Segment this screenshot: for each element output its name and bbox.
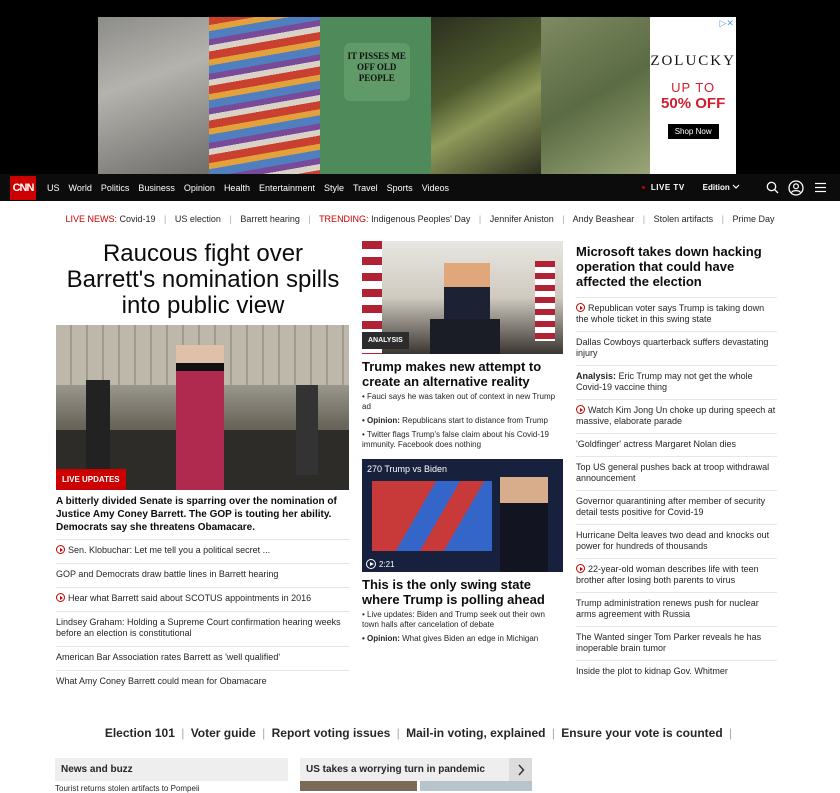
breaking-bar	[0, 214, 840, 224]
bullet-text: Republicans start to distance from Trump	[399, 416, 548, 425]
video-caption: 270 Trump vs Biden	[367, 464, 448, 474]
subnav-andy-beashear[interactable]: Andy Beashear	[572, 214, 635, 224]
bullet-link[interactable]: • Live updates: Biden and Trump seek out their own town halls after cancelation of debate	[362, 610, 545, 629]
mail-in-voting-link[interactable]: Mail-in voting, explained	[406, 726, 546, 740]
list-item[interactable]	[576, 456, 777, 490]
list-item-text: What Amy Coney Barrett could mean for Obamacare	[56, 676, 267, 686]
lead-headline[interactable]: Raucous fight over Barrett's nomination spills into public view	[66, 240, 340, 319]
center-column	[362, 241, 563, 648]
play-icon	[576, 564, 585, 573]
story-bullets	[362, 392, 563, 450]
lead-summary[interactable]: A bitterly divided Senate is sparring over the nomination of Justice Amy Coney Barrett. The GOP is touting her ability. Democrats say she threatens Obamacare.	[56, 496, 337, 533]
bullet-link[interactable]	[362, 634, 563, 644]
analysis-badge[interactable]: ANALYSIS	[362, 332, 409, 349]
analysis-label: Analysis:	[576, 371, 617, 381]
list-item[interactable]	[576, 365, 777, 399]
divider: |	[562, 214, 565, 224]
trending-link[interactable]: Indigenous Peoples' Day	[371, 214, 471, 224]
play-icon	[56, 593, 65, 602]
nav-item-world[interactable]: World	[68, 182, 92, 193]
divider: |	[229, 214, 232, 224]
ad-image-top[interactable]	[541, 17, 650, 174]
chevron-right-icon	[517, 764, 525, 776]
podium-graphic	[430, 319, 500, 354]
ad-up-to: UP TO	[671, 80, 716, 95]
advertisement[interactable]	[98, 17, 736, 174]
ad-banner-area	[0, 0, 840, 174]
ad-choices-icon[interactable]: ▷✕	[719, 18, 734, 28]
play-icon	[576, 303, 585, 312]
ad-sweatshirt-text: IT PISSES ME OFF OLD PEOPLE	[344, 43, 410, 101]
ad-image-socks[interactable]	[209, 17, 320, 174]
lead-column	[56, 241, 350, 694]
list-item-text: Republican voter says Trump is taking down the whole ticket in this swing state	[576, 303, 765, 324]
bullet-link[interactable]: • Twitter flags Trump's false claim about his Covid-19 immunity. Facebook does nothing	[362, 430, 549, 449]
divider: |	[551, 726, 555, 740]
divider: |	[262, 726, 266, 740]
list-item-text: Lindsey Graham: Holding a Supreme Court confirmation hearing weeks before an election is constitutional	[56, 617, 341, 638]
subnav-prime-day[interactable]: Prime Day	[732, 214, 775, 224]
nav-item-politics[interactable]: Politics	[100, 182, 130, 193]
headline-list	[576, 297, 777, 683]
trending-label: TRENDING:	[319, 214, 369, 224]
list-item-text: GOP and Democrats draw battle lines in Barrett hearing	[56, 569, 279, 579]
live-updates-badge[interactable]: LIVE UPDATES	[56, 469, 126, 490]
live-tv-label: LIVE TV	[650, 183, 685, 192]
anchor-figure	[500, 477, 548, 572]
right-column	[576, 244, 777, 683]
nav-items	[47, 183, 458, 193]
subnav-stolen-artifacts[interactable]: Stolen artifacts	[653, 214, 714, 224]
subnav-barrett-hearing[interactable]: Barrett hearing	[240, 214, 300, 224]
lead-image-barrett	[176, 345, 224, 490]
nav-item-health[interactable]: Health	[223, 182, 250, 193]
swing-state-video[interactable]	[362, 459, 563, 572]
play-icon	[576, 405, 585, 414]
divider: |	[308, 214, 311, 224]
account-icon[interactable]	[788, 180, 804, 196]
electoral-map-graphic	[372, 481, 492, 551]
list-item-text: Dallas Cowboys quarterback suffers devastating injury	[576, 337, 769, 358]
list-item[interactable]	[576, 626, 777, 660]
live-dot-icon	[642, 186, 645, 189]
nav-item-travel[interactable]: Travel	[353, 182, 378, 193]
nav-item-business[interactable]: Business	[138, 182, 175, 193]
bullet-text: What gives Biden an edge in Michigan	[399, 634, 539, 643]
list-item[interactable]	[56, 539, 350, 563]
pandemic-section-header: US takes a worrying turn in pandemic	[300, 758, 510, 781]
ad-shop-now-button[interactable]: Shop Now	[668, 124, 719, 139]
lead-related-list	[56, 539, 350, 694]
list-item-text: 22-year-old woman describes life with teen brother after losing both parents to virus	[576, 564, 759, 585]
news-and-buzz-header: News and buzz	[55, 758, 288, 781]
lead-image-figure	[86, 380, 110, 470]
list-item[interactable]	[576, 433, 777, 456]
story-bullets	[362, 610, 563, 644]
edition-label: Edition	[702, 183, 730, 192]
list-item-text: Top US general pushes back at troop withdrawal announcement	[576, 462, 770, 483]
list-item-text: Eric Trump may not get the whole Covid-19 vaccine thing	[576, 371, 753, 392]
cnn-logo[interactable]: CNN	[10, 176, 36, 200]
list-item-text: The Wanted singer Tom Parker reveals he has inoperable brain tumor	[576, 632, 762, 653]
list-item[interactable]	[56, 611, 350, 646]
list-item-text: Trump administration renews push for nuclear arms agreement with Russia	[576, 598, 759, 619]
list-item-text: Hear what Barrett said about SCOTUS appointments in 2016	[68, 593, 312, 603]
divider: |	[181, 726, 185, 740]
divider: |	[721, 214, 724, 224]
list-item[interactable]	[576, 297, 777, 331]
ad-image-shoes[interactable]	[431, 17, 542, 174]
ad-brand-name: ZOLUCKY	[650, 53, 736, 69]
lead-image-figure	[296, 385, 318, 475]
opinion-label: • Opinion:	[362, 416, 400, 425]
ensure-vote-counted-link[interactable]: Ensure your vote is counted	[561, 726, 723, 740]
list-item[interactable]	[576, 490, 777, 524]
divider: |	[729, 726, 733, 740]
subnav-jennifer-aniston[interactable]: Jennifer Aniston	[489, 214, 554, 224]
chevron-down-icon	[732, 183, 740, 192]
carousel-next-button[interactable]	[509, 758, 532, 781]
nav-item-sports[interactable]: Sports	[386, 182, 413, 193]
list-item[interactable]	[56, 670, 350, 694]
news-and-buzz-first-item[interactable]: Tourist returns stolen artifacts to Pompeii	[55, 784, 200, 793]
list-item-text: American Bar Association rates Barrett as 'well qualified'	[56, 652, 281, 662]
live-news-label: LIVE NEWS:	[65, 214, 117, 224]
list-item-text: Inside the plot to kidnap Gov. Whitmer	[576, 666, 728, 676]
duration-text: 2:21	[379, 559, 395, 569]
list-item[interactable]	[576, 592, 777, 626]
list-item[interactable]	[56, 587, 350, 611]
list-item-text: Sen. Klobuchar: Let me tell you a political secret ...	[68, 545, 271, 555]
nav-item-opinion[interactable]: Opinion	[183, 182, 215, 193]
voter-guide-link[interactable]: Voter guide	[190, 726, 256, 740]
bullet-link[interactable]	[362, 416, 563, 426]
list-item-text: 'Goldfinger' actress Margaret Nolan dies	[576, 439, 737, 449]
list-item-text: Hurricane Delta leaves two dead and knocks out power for hundreds of thousands	[576, 530, 770, 551]
nav-item-style[interactable]: Style	[323, 182, 344, 193]
election-links-bar	[0, 726, 840, 740]
report-voting-issues-link[interactable]: Report voting issues	[271, 726, 391, 740]
list-item[interactable]	[576, 558, 777, 592]
list-item[interactable]	[576, 399, 777, 433]
list-item[interactable]	[56, 563, 350, 587]
bullet-link[interactable]: • Fauci says he was taken out of context in new Trump ad	[362, 392, 556, 411]
story-headline[interactable]: This is the only swing state where Trump is polling ahead	[362, 577, 545, 607]
menu-icon[interactable]	[812, 180, 828, 196]
ad-image-sweatshirt[interactable]	[320, 17, 431, 174]
list-item-text: Governor quarantining after member of security detail tests positive for Covid-19	[576, 496, 766, 517]
divider: |	[164, 214, 167, 224]
election-101-link[interactable]: Election 101	[104, 726, 175, 740]
story-headline[interactable]: Trump makes new attempt to create an alternative reality	[362, 359, 542, 389]
nav-item-videos[interactable]: Videos	[421, 182, 450, 193]
divider: |	[642, 214, 646, 224]
story-headline[interactable]: Microsoft takes down hacking operation that could have affected the election	[576, 244, 762, 289]
video-duration	[366, 559, 395, 569]
play-icon	[56, 545, 65, 554]
live-tv-link[interactable]	[642, 183, 685, 192]
trump-image[interactable]	[362, 241, 563, 354]
opinion-label: • Opinion:	[362, 634, 400, 643]
pandemic-thumbnail[interactable]	[420, 781, 532, 791]
ad-brand-panel[interactable]	[650, 17, 736, 174]
nav-item-entertainment[interactable]: Entertainment	[258, 182, 315, 193]
list-item[interactable]	[576, 524, 777, 558]
nav-right	[642, 174, 828, 201]
pandemic-thumbnail[interactable]	[300, 781, 417, 791]
subnav-us-election[interactable]: US election	[174, 214, 221, 224]
edition-menu[interactable]	[703, 183, 740, 192]
live-news-link[interactable]: Covid-19	[119, 214, 156, 224]
divider: |	[396, 726, 400, 740]
ad-discount: 50% OFF	[661, 95, 726, 112]
search-icon[interactable]	[764, 180, 780, 196]
list-item[interactable]	[576, 331, 777, 365]
main-nav	[0, 174, 840, 201]
list-item-text: Watch Kim Jong Un choke up during speech at massive, elaborate parade	[576, 405, 776, 426]
play-icon	[366, 559, 376, 569]
nav-item-us[interactable]: US	[47, 182, 60, 193]
lead-image[interactable]	[56, 325, 349, 490]
ad-image-cardigan[interactable]	[98, 17, 209, 174]
divider: |	[478, 214, 482, 224]
list-item[interactable]	[56, 646, 350, 670]
flag-graphic	[535, 261, 555, 341]
list-item[interactable]	[576, 660, 777, 683]
